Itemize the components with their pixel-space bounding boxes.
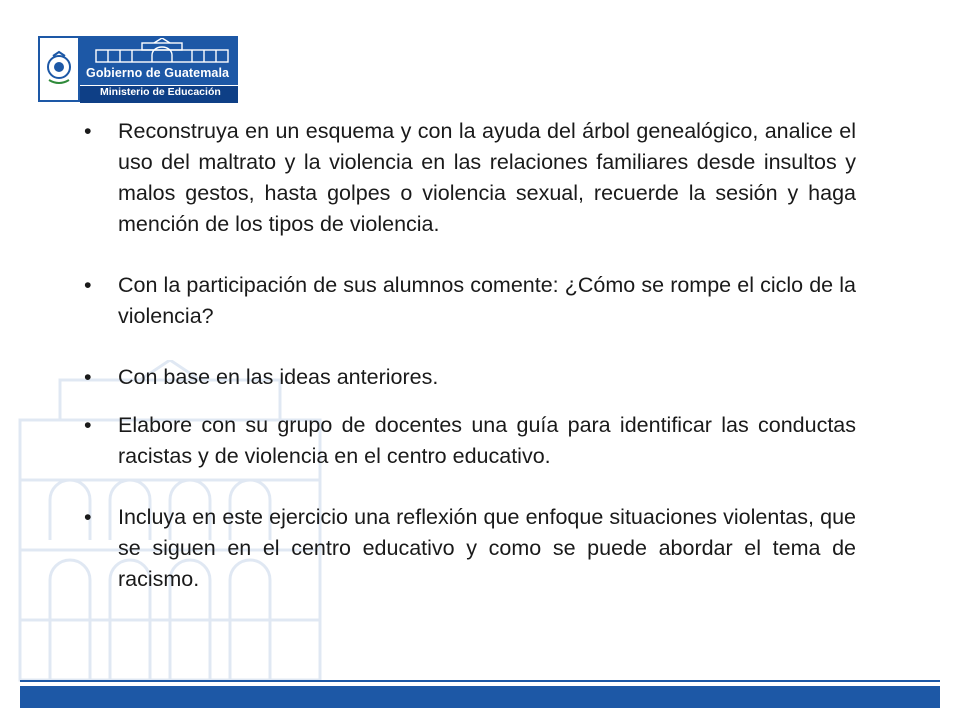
coat-of-arms-icon	[38, 36, 80, 102]
bullet-dot: •	[84, 119, 92, 143]
bullet-dot: •	[84, 273, 92, 297]
logo-government-text: Gobierno de Guatemala	[86, 66, 230, 80]
bullet-item	[84, 116, 856, 240]
bullet-list	[84, 116, 856, 595]
bullet-dot: •	[84, 413, 92, 437]
bullet-item	[84, 502, 856, 595]
bullet-item	[84, 362, 856, 393]
bullet-dot: •	[84, 365, 92, 389]
government-logo	[38, 36, 238, 102]
footer-divider	[20, 680, 940, 682]
bullet-text: Con la participación de sus alumnos comente: ¿Cómo se rompe el ciclo de la violencia?	[118, 273, 856, 328]
bullet-item	[84, 270, 856, 332]
bullet-text: Reconstruya en un esquema y con la ayuda del árbol genealógico, analice el uso del maltrato y la violencia en las relaciones familiares desde insultos y malos gestos, hasta golpes o violencia sexual, recuerde la sesión y haga mención de los tipos de violencia.	[118, 119, 856, 236]
palace-icon	[92, 38, 232, 64]
footer-bar	[20, 686, 940, 708]
bullet-dot: •	[84, 505, 92, 529]
bullet-text: Incluya en este ejercicio una reflexión que enfoque situaciones violentas, que se siguen en el centro educativo y como se puede abordar el tema de racismo.	[118, 505, 856, 591]
bullet-text: Con base en las ideas anteriores.	[118, 365, 439, 389]
bullet-item	[84, 410, 856, 472]
bullet-text: Elabore con su grupo de docentes una guía para identificar las conductas racistas y de violencia en el centro educativo.	[118, 413, 856, 468]
logo-ministry-text: Ministerio de Educación	[100, 86, 221, 98]
